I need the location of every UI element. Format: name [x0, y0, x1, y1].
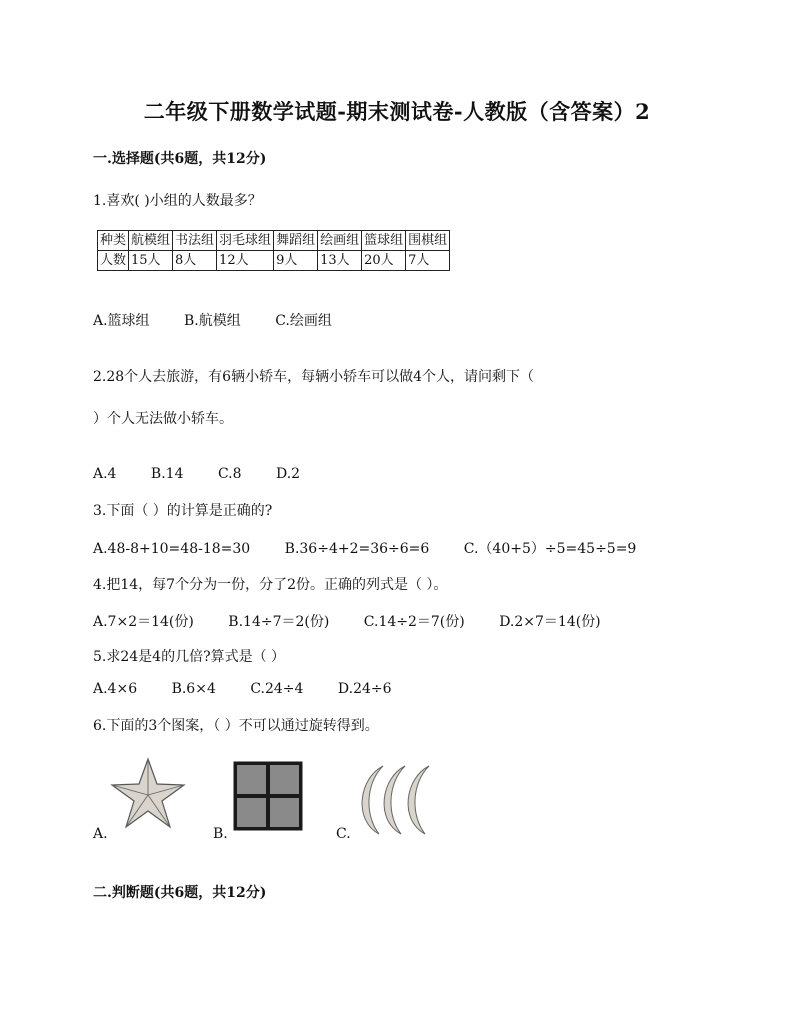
page-title: 二年级下册数学试题-期末测试卷-人教版（含答案）2: [143, 99, 651, 124]
option-b[interactable]: B.航模组: [184, 313, 241, 329]
table-cell: 9人: [274, 251, 318, 271]
table-cell: 20人: [362, 251, 406, 271]
option-d[interactable]: D.24÷6: [337, 681, 392, 697]
question-2-text-line1: 2.28个人去旅游，有6辆小轿车，每辆小轿车可以做4个人，请问剩下（: [93, 369, 534, 385]
option-c[interactable]: C.8: [217, 466, 242, 482]
question-5-options: [93, 681, 422, 697]
table-header-row: [98, 231, 450, 251]
table-cell: 12人: [217, 251, 274, 271]
table-cell: 7人: [406, 251, 450, 271]
option-a[interactable]: A.48-8+10=48-18=30: [93, 541, 251, 557]
question-6-text: 6.下面的3个图案，（ ）不可以通过旋转得到。: [93, 718, 379, 734]
option-d[interactable]: D.2×7＝14(份): [499, 614, 601, 630]
section-heading-choice: 一.选择题(共6题，共12分): [93, 151, 267, 167]
question-4-text: 4.把14，每7个分为一份，分了2份。正确的列式是（ ）。: [93, 577, 448, 593]
question-3-options: [93, 538, 666, 558]
option-a[interactable]: A.7×2＝14(份): [93, 614, 194, 630]
question-2-options: [93, 466, 330, 482]
table-cell: 人数: [98, 251, 129, 271]
section-heading-judgement: 二.判断题(共6题，共12分): [93, 885, 267, 901]
option-a[interactable]: A.4: [93, 466, 117, 482]
table-cell: 种类: [98, 231, 129, 251]
question-1-options: [93, 310, 362, 330]
crescents-figure: [355, 764, 435, 836]
option-c[interactable]: C.24÷4: [250, 681, 304, 697]
option-d[interactable]: D.2: [275, 466, 301, 482]
option-a[interactable]: A.4×6: [93, 681, 138, 697]
table-row: [98, 251, 450, 271]
table-cell: 13人: [318, 251, 362, 271]
question-5-text: 5.求24是4的几倍?算式是（ ）: [93, 649, 286, 665]
grid-square-figure: [232, 760, 304, 832]
option-a[interactable]: A.篮球组: [93, 313, 150, 329]
figure-label-b: B.: [213, 826, 228, 842]
table-cell: 羽毛球组: [217, 231, 274, 251]
table-cell: 书法组: [173, 231, 217, 251]
option-c[interactable]: C.绘画组: [275, 313, 332, 329]
option-b[interactable]: B.36÷4+2=36÷6=6: [284, 541, 430, 557]
option-b[interactable]: B.14: [150, 466, 184, 482]
option-b[interactable]: B.6×4: [171, 681, 216, 697]
question-3-text: 3.下面（ ）的计算是正确的?: [93, 503, 273, 519]
option-c[interactable]: C.（40+5）÷5=45÷5=9: [463, 541, 637, 557]
question-1-table: [97, 230, 450, 271]
option-c[interactable]: C.14÷2＝7(份): [363, 614, 465, 630]
option-b[interactable]: B.14÷7＝2(份): [228, 614, 330, 630]
question-4-options: [93, 611, 631, 631]
table-cell: 篮球组: [362, 231, 406, 251]
figure-label-c: C.: [336, 826, 351, 842]
table-cell: 绘画组: [318, 231, 362, 251]
question-2-text-line2: ）个人无法做小轿车。: [93, 411, 233, 427]
figure-label-a: A.: [93, 826, 108, 842]
table-cell: 舞蹈组: [274, 231, 318, 251]
table-cell: 航模组: [129, 231, 173, 251]
star-figure: [110, 757, 186, 829]
table-cell: 15人: [129, 251, 173, 271]
table-cell: 8人: [173, 251, 217, 271]
question-1-text: 1.喜欢( )小组的人数最多？: [93, 193, 262, 209]
table-cell: 围棋组: [406, 231, 450, 251]
